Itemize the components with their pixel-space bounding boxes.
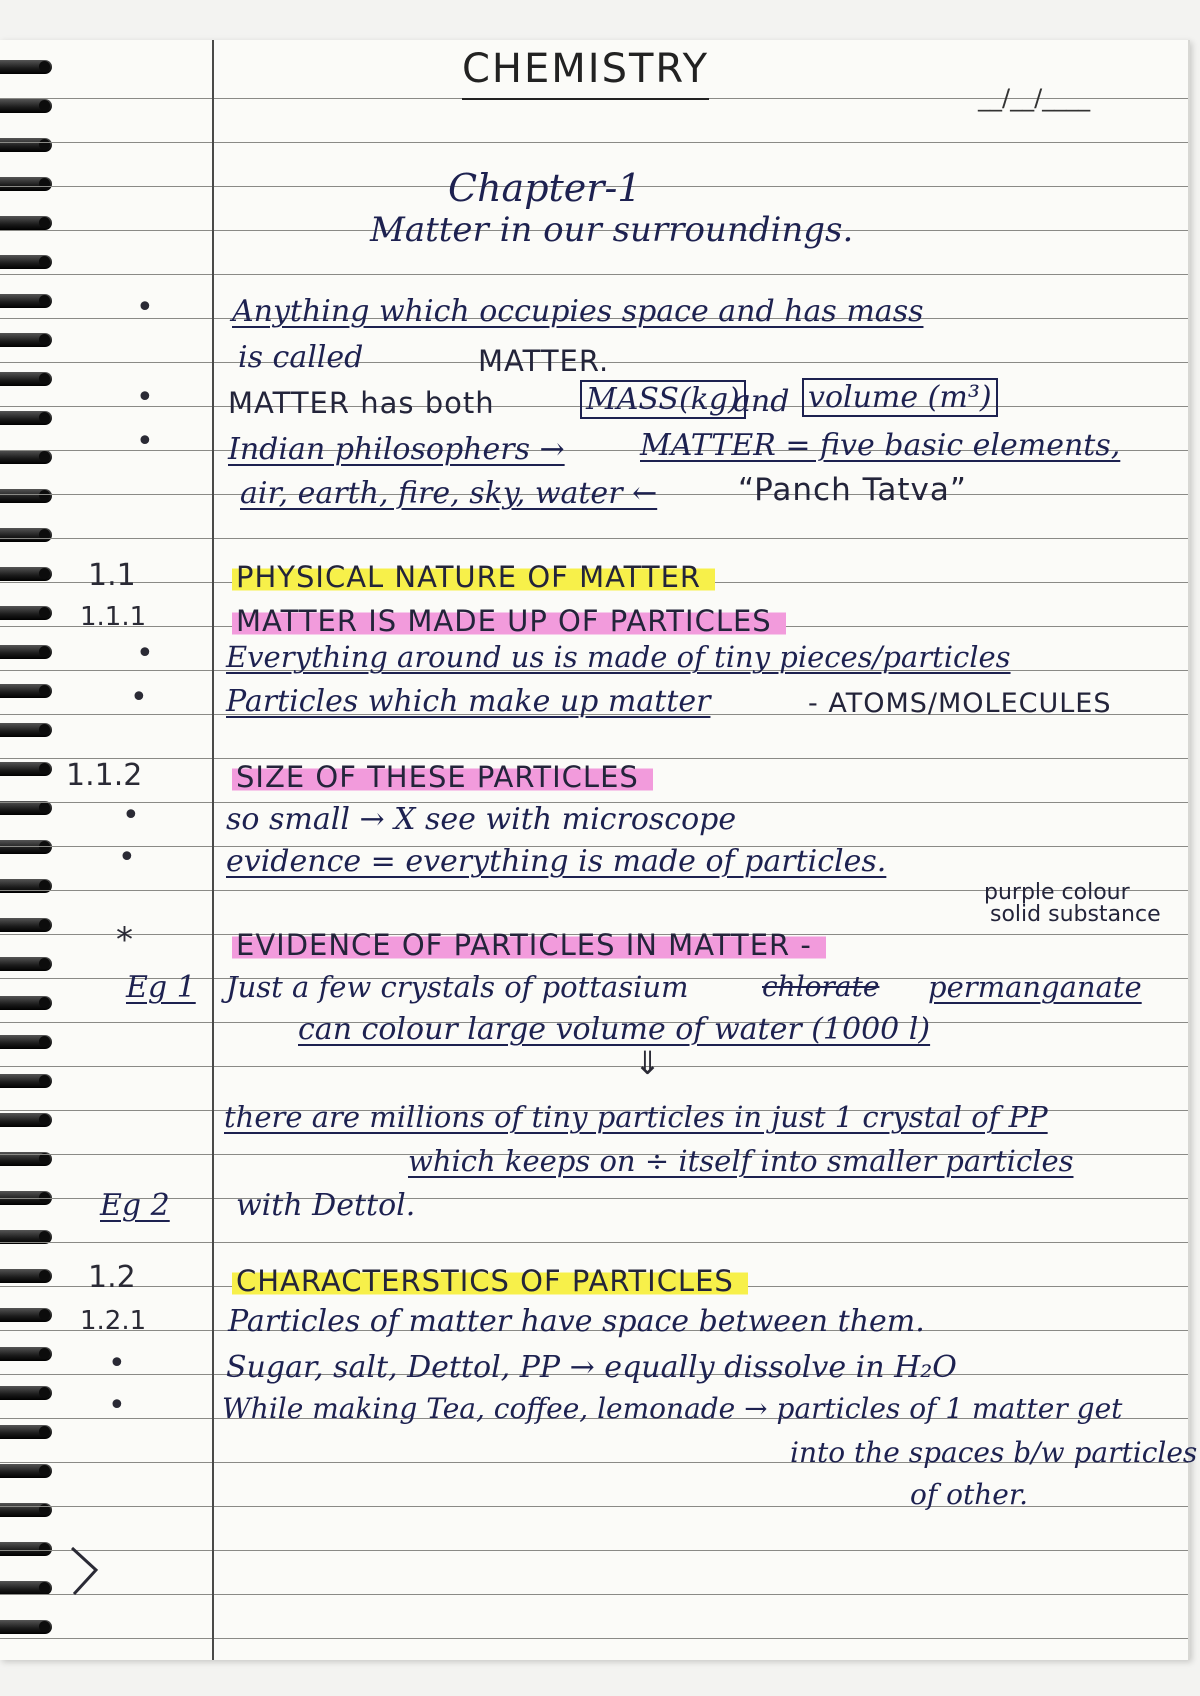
intro-line-2b: MATTER. bbox=[478, 344, 610, 378]
section-number: 1.1.2 bbox=[66, 758, 143, 793]
spiral-coil bbox=[0, 645, 52, 659]
down-arrow: ⇓ bbox=[634, 1044, 661, 1082]
intro-line-3-and: and bbox=[733, 384, 790, 419]
section-number: 1.1 bbox=[88, 558, 136, 593]
spiral-coil bbox=[0, 957, 52, 971]
bullet: • bbox=[108, 1388, 126, 1423]
spiral-coil bbox=[0, 528, 52, 542]
spiral-coil bbox=[0, 1542, 52, 1556]
size-line-1: so small → X see with microscope bbox=[226, 802, 737, 837]
ruled-line bbox=[0, 1594, 1188, 1595]
spiral-coil bbox=[0, 918, 52, 932]
ruled-line bbox=[0, 1550, 1188, 1551]
spiral-binding bbox=[0, 40, 60, 1660]
eg1-text-b: permanganate bbox=[928, 970, 1142, 1004]
space-line-5: of other. bbox=[910, 1478, 1029, 1511]
eg1-text-a: Just a few crystals of pottasium bbox=[226, 970, 689, 1004]
eg1-strike: chlorate bbox=[762, 970, 880, 1003]
intro-line-4b: MATTER = five basic elements, bbox=[640, 428, 1121, 463]
section-number: 1.2 bbox=[88, 1260, 136, 1295]
ruled-line bbox=[0, 274, 1188, 275]
spiral-coil bbox=[0, 1035, 52, 1049]
spiral-coil bbox=[0, 99, 52, 113]
example-label: Eg 1 bbox=[126, 970, 196, 1005]
spiral-coil bbox=[0, 1074, 52, 1088]
spiral-coil bbox=[0, 996, 52, 1010]
spiral-coil bbox=[0, 450, 52, 464]
bullet: • bbox=[136, 424, 154, 459]
mass-box: MASS(kg) bbox=[580, 380, 746, 419]
bullet: • bbox=[136, 380, 154, 415]
spiral-coil bbox=[0, 372, 52, 386]
ruled-line bbox=[0, 1638, 1188, 1639]
spiral-coil bbox=[0, 1620, 52, 1634]
section-number: 1.2.1 bbox=[80, 1306, 147, 1336]
spiral-coil bbox=[0, 723, 52, 737]
intro-line-3a: MATTER has both bbox=[228, 386, 495, 420]
example-label: Eg 2 bbox=[100, 1188, 170, 1223]
star-marker: * bbox=[116, 920, 133, 960]
side-note-1: purple colour bbox=[984, 880, 1130, 905]
spiral-coil bbox=[0, 1347, 52, 1361]
intro-line-1: Anything which occupies space and has mass bbox=[232, 294, 924, 329]
ruled-line bbox=[0, 538, 1188, 539]
spiral-coil bbox=[0, 216, 52, 230]
section-heading: CHARACTERSTICS OF PARTICLES bbox=[232, 1264, 748, 1298]
bullet: • bbox=[130, 680, 148, 715]
bullet: • bbox=[122, 798, 140, 833]
spiral-coil bbox=[0, 567, 52, 581]
bullet: • bbox=[136, 290, 154, 325]
bullet: • bbox=[108, 1346, 126, 1381]
date-field: __/__/____ bbox=[978, 84, 1091, 112]
notebook-page bbox=[0, 40, 1198, 1660]
section-heading: SIZE OF THESE PARTICLES bbox=[232, 760, 653, 794]
spiral-coil bbox=[0, 684, 52, 698]
spiral-coil bbox=[0, 411, 52, 425]
size-line-2: evidence = everything is made of particles. bbox=[226, 844, 887, 879]
section-number: 1.1.1 bbox=[80, 602, 147, 632]
ruled-line bbox=[0, 1066, 1188, 1067]
section-heading: PHYSICAL NATURE OF MATTER bbox=[232, 560, 715, 594]
spiral-coil bbox=[0, 1269, 52, 1283]
eg2-text: with Dettol. bbox=[236, 1188, 416, 1223]
chapter-subtitle: Matter in our surroundings. bbox=[370, 210, 854, 250]
spiral-coil bbox=[0, 177, 52, 191]
spiral-coil bbox=[0, 1113, 52, 1127]
volume-box: volume (m³) bbox=[802, 378, 998, 417]
spiral-coil bbox=[0, 489, 52, 503]
intro-line-4a: Indian philosophers → bbox=[228, 432, 565, 467]
intro-line-5a: air, earth, fire, sky, water ← bbox=[240, 476, 658, 511]
particles-line-1: Everything around us is made of tiny pieces/particles bbox=[226, 640, 1011, 674]
ruled-line bbox=[0, 1242, 1188, 1243]
space-line-1: Particles of matter have space between them. bbox=[228, 1304, 925, 1339]
spiral-coil bbox=[0, 138, 52, 152]
eg1-line-2: can colour large volume of water (1000 l) bbox=[298, 1012, 931, 1047]
corner-mark bbox=[66, 1540, 106, 1600]
spiral-coil bbox=[0, 1386, 52, 1400]
spiral-coil bbox=[0, 294, 52, 308]
margin-line bbox=[212, 40, 214, 1660]
chapter-label: Chapter-1 bbox=[448, 166, 642, 210]
spiral-coil bbox=[0, 1581, 52, 1595]
ruled-line bbox=[0, 1198, 1188, 1199]
evidence-heading: EVIDENCE OF PARTICLES IN MATTER - bbox=[232, 928, 826, 962]
section-heading: MATTER IS MADE UP OF PARTICLES bbox=[232, 604, 786, 638]
spiral-coil bbox=[0, 801, 52, 815]
spiral-coil bbox=[0, 60, 52, 74]
bullet: • bbox=[136, 636, 154, 671]
ruled-line bbox=[0, 142, 1188, 143]
spiral-coil bbox=[0, 1308, 52, 1322]
space-line-3: While making Tea, coffee, lemonade → particles of 1 matter get bbox=[222, 1392, 1123, 1425]
spiral-coil bbox=[0, 762, 52, 776]
spiral-coil bbox=[0, 1464, 52, 1478]
space-line-4: into the spaces b/w particles bbox=[790, 1436, 1198, 1469]
side-note-2: solid substance bbox=[990, 902, 1161, 927]
intro-line-2a: is called bbox=[238, 340, 364, 375]
result-line-1: there are millions of tiny particles in just 1 crystal of PP bbox=[224, 1100, 1048, 1134]
bullet: • bbox=[118, 840, 136, 875]
page-title: CHEMISTRY bbox=[462, 46, 709, 100]
space-line-2: Sugar, salt, Dettol, PP → equally dissolve in H₂O bbox=[226, 1350, 957, 1385]
spiral-coil bbox=[0, 606, 52, 620]
intro-line-5b: “Panch Tatva” bbox=[738, 472, 967, 508]
spiral-coil bbox=[0, 840, 52, 854]
ruled-line bbox=[0, 758, 1188, 759]
spiral-coil bbox=[0, 255, 52, 269]
spiral-coil bbox=[0, 333, 52, 347]
spiral-coil bbox=[0, 1425, 52, 1439]
result-line-2: which keeps on ÷ itself into smaller particles bbox=[408, 1144, 1074, 1178]
particles-line-2b: - ATOMS/MOLECULES bbox=[808, 688, 1112, 719]
particles-line-2a: Particles which make up matter bbox=[226, 684, 711, 719]
